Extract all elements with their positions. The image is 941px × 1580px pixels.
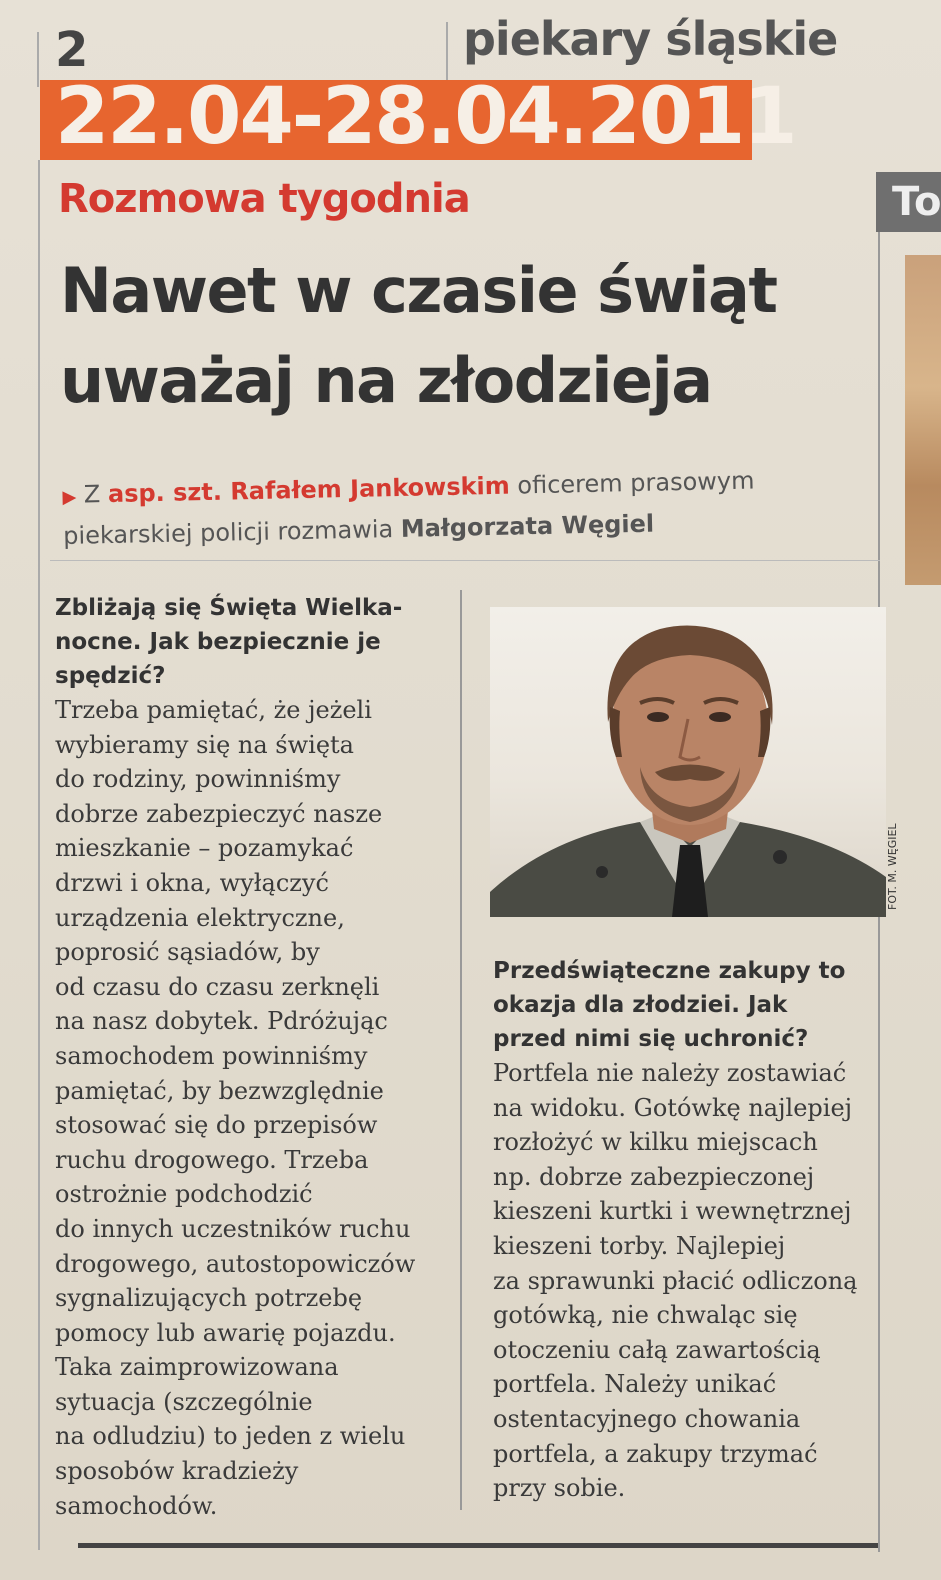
answer-line: kieszeni torby. Najlepiej bbox=[493, 1231, 786, 1260]
answer-line: pomocy lub awarię pojazdu. bbox=[55, 1318, 396, 1347]
answer-line: do rodziny, powinniśmy bbox=[55, 765, 341, 794]
answer-line: pamiętać, by bezwzględnie bbox=[55, 1076, 384, 1105]
byline-line2-text: piekarskiej policji rozmawia bbox=[62, 515, 394, 550]
byline-rule bbox=[50, 560, 880, 561]
question-line: spędzić? bbox=[55, 663, 166, 689]
answer-1 bbox=[55, 693, 455, 1523]
answer-line: sytuacja (szczególnie bbox=[55, 1387, 313, 1416]
answer-line: za sprawunki płacić odliczoną bbox=[493, 1266, 858, 1295]
byline-interviewer: Małgorzata Węgiel bbox=[400, 509, 655, 543]
answer-line: samochodów. bbox=[55, 1491, 218, 1520]
article-byline bbox=[62, 461, 803, 555]
answer-line: dobrze zabezpieczyć nasze bbox=[55, 799, 383, 828]
answer-line: ruchu drogowego. Trzeba bbox=[55, 1145, 369, 1174]
answer-line: Trzeba pamiętać, że jeżeli bbox=[55, 696, 372, 724]
answer-line: gotówką, nie chwaląc się bbox=[493, 1301, 798, 1330]
adjacent-article-photo bbox=[905, 255, 941, 585]
interview-column-1 bbox=[55, 591, 455, 1523]
byline-interviewee: asp. szt. Rafałem Jankowskim bbox=[107, 471, 511, 509]
interviewee-photo bbox=[490, 607, 886, 917]
answer-line: rozłożyć w kilku miejscach bbox=[493, 1128, 818, 1157]
answer-line: wybieramy się na święta bbox=[55, 730, 354, 759]
byline-interviewee-role: oficerem prasowym bbox=[517, 466, 755, 500]
answer-line: drzwi i okna, wyłączyć bbox=[55, 868, 329, 897]
answer-line: poprosić sąsiadów, by bbox=[55, 938, 320, 967]
answer-line: sposobów kradzieży bbox=[55, 1457, 299, 1486]
answer-line: na widoku. Gotówkę najlepiej bbox=[493, 1093, 853, 1122]
answer-line: Portfela nie należy zostawiać bbox=[493, 1059, 847, 1087]
interview-column-2 bbox=[493, 954, 888, 1506]
answer-line: np. dobrze zabezpieczonej bbox=[493, 1162, 815, 1191]
page-number: 2 bbox=[55, 22, 89, 78]
answer-line: portfela. Należy unikać bbox=[493, 1370, 777, 1399]
answer-line: na nasz dobytek. Pdróżując bbox=[55, 1007, 388, 1036]
answer-line: od czasu do czasu zerknęli bbox=[55, 972, 380, 1001]
question-1 bbox=[55, 591, 455, 693]
question-2 bbox=[493, 954, 888, 1056]
issue-date-range: 22.04-28.04.2011 bbox=[55, 72, 796, 162]
adjacent-article-tab: To bbox=[876, 172, 941, 232]
headline-line-1: Nawet w czasie świąt bbox=[60, 254, 777, 327]
question-line: przed nimi się uchronić? bbox=[493, 1026, 809, 1052]
answer-line: kieszeni kurtki i wewnętrznej bbox=[493, 1197, 852, 1226]
answer-line: Taka zaimprowizowana bbox=[55, 1353, 339, 1382]
answer-line: przy sobie. bbox=[493, 1474, 626, 1503]
question-line: Zbliżają się Święta Wielka- bbox=[55, 595, 403, 621]
answer-line: do innych uczestników ruchu bbox=[55, 1214, 411, 1243]
question-line: Przedświąteczne zakupy to bbox=[493, 958, 846, 984]
question-line: nocne. Jak bezpiecznie je bbox=[55, 629, 381, 655]
article-headline bbox=[60, 246, 860, 426]
arrow-right-icon: ▶ bbox=[62, 486, 77, 508]
answer-line: drogowego, autostopowiczów bbox=[55, 1249, 416, 1278]
portrait-illustration bbox=[490, 607, 886, 917]
answer-2 bbox=[493, 1056, 888, 1506]
photo-credit: FOT. M. WĘGIEL bbox=[886, 823, 899, 910]
answer-line: portfela, a zakupy trzymać bbox=[493, 1439, 818, 1468]
answer-line: urządzenia elektryczne, bbox=[55, 903, 345, 932]
byline-prefix: Z bbox=[83, 480, 101, 509]
bottom-rule bbox=[78, 1543, 878, 1548]
header-divider-left bbox=[37, 32, 39, 87]
answer-line: na odludziu) to jeden z wielu bbox=[55, 1422, 406, 1451]
answer-line: stosować się do przepisów bbox=[55, 1111, 378, 1140]
answer-line: sygnalizujących potrzebę bbox=[55, 1284, 363, 1313]
column-divider bbox=[460, 590, 462, 1510]
answer-line: samochodem powinniśmy bbox=[55, 1041, 368, 1070]
question-line: okazja dla złodziei. Jak bbox=[493, 992, 788, 1018]
answer-line: mieszkanie – pozamykać bbox=[55, 834, 354, 863]
headline-line-2: uważaj na złodzieja bbox=[60, 344, 712, 417]
answer-line: otoczeniu całą zawartością bbox=[493, 1335, 821, 1364]
column-rule-left bbox=[38, 160, 40, 1550]
article-kicker: Rozmowa tygodnia bbox=[58, 176, 470, 222]
answer-line: ostrożnie podchodzić bbox=[55, 1180, 313, 1209]
answer-line: ostentacyjnego chowania bbox=[493, 1404, 801, 1433]
section-name: piekary śląskie bbox=[463, 12, 838, 66]
